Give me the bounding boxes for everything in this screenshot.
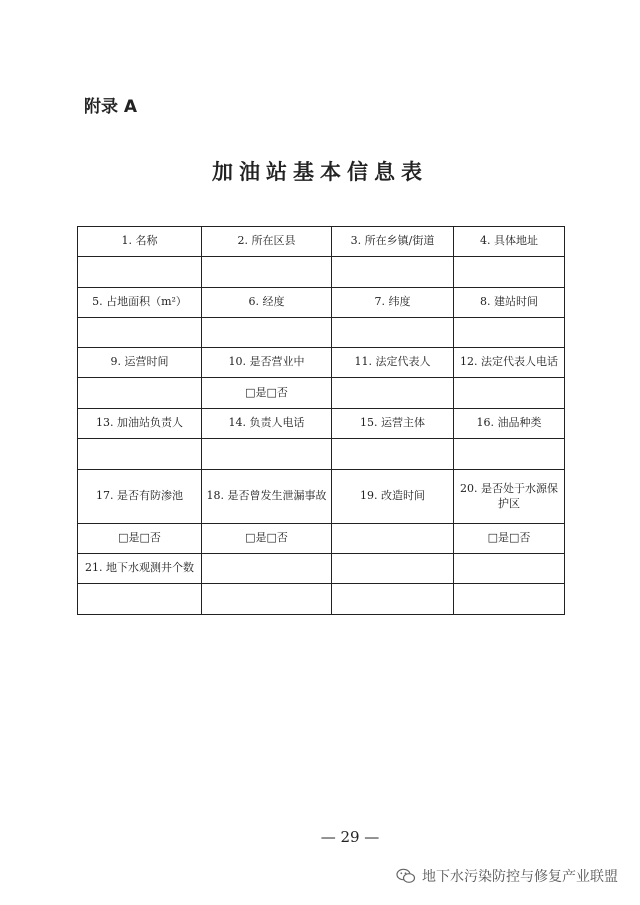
cell-empty[interactable] bbox=[202, 257, 332, 288]
cell-empty[interactable] bbox=[332, 378, 454, 409]
cell-empty[interactable] bbox=[78, 378, 202, 409]
cell-empty[interactable] bbox=[78, 257, 202, 288]
wechat-icon bbox=[396, 868, 416, 884]
watermark bbox=[396, 866, 618, 886]
table-row bbox=[78, 348, 565, 378]
cell-empty[interactable] bbox=[332, 524, 454, 554]
cell-empty[interactable] bbox=[78, 439, 202, 470]
cell-operating-time-label: 9. 运营时间 bbox=[78, 348, 202, 378]
table-row bbox=[78, 584, 565, 615]
cell-operator-label: 15. 运营主体 bbox=[332, 409, 454, 439]
cell-empty[interactable] bbox=[454, 257, 565, 288]
cell-town-label: 3. 所在乡镇/街道 bbox=[332, 227, 454, 257]
cell-yes-no-checkbox[interactable]: □是□否 bbox=[202, 524, 332, 554]
cell-empty[interactable] bbox=[202, 584, 332, 615]
table-row bbox=[78, 524, 565, 554]
table-row bbox=[78, 554, 565, 584]
cell-district-label: 2. 所在区县 bbox=[202, 227, 332, 257]
cell-empty[interactable] bbox=[332, 554, 454, 584]
cell-empty[interactable] bbox=[454, 554, 565, 584]
cell-empty[interactable] bbox=[78, 584, 202, 615]
cell-empty[interactable] bbox=[202, 318, 332, 348]
appendix-label: 附录 A bbox=[84, 97, 138, 117]
watermark-text: 地下水污染防控与修复产业联盟 bbox=[422, 869, 618, 885]
table-row bbox=[78, 470, 565, 524]
cell-empty[interactable] bbox=[332, 584, 454, 615]
cell-longitude-label: 6. 经度 bbox=[202, 288, 332, 318]
cell-yes-no-checkbox[interactable]: □是□否 bbox=[78, 524, 202, 554]
cell-area-label: 5. 占地面积（m²） bbox=[78, 288, 202, 318]
page-number: — 29 — bbox=[320, 828, 380, 846]
table-row bbox=[78, 439, 565, 470]
info-table bbox=[77, 226, 565, 615]
cell-monitoring-wells-label: 21. 地下水观测井个数 bbox=[78, 554, 202, 584]
table-row bbox=[78, 318, 565, 348]
cell-empty[interactable] bbox=[202, 554, 332, 584]
cell-renovation-time-label: 19. 改造时间 bbox=[332, 470, 454, 524]
cell-seepage-pool-label: 17. 是否有防渗池 bbox=[78, 470, 202, 524]
table-row bbox=[78, 378, 565, 409]
cell-latitude-label: 7. 纬度 bbox=[332, 288, 454, 318]
cell-manager-phone-label: 14. 负责人电话 bbox=[202, 409, 332, 439]
cell-empty[interactable] bbox=[202, 439, 332, 470]
cell-name-label: 1. 名称 bbox=[78, 227, 202, 257]
table-row bbox=[78, 257, 565, 288]
table-row bbox=[78, 227, 565, 257]
cell-empty[interactable] bbox=[332, 439, 454, 470]
cell-manager-label: 13. 加油站负责人 bbox=[78, 409, 202, 439]
cell-address-label: 4. 具体地址 bbox=[454, 227, 565, 257]
cell-in-business-label: 10. 是否营业中 bbox=[202, 348, 332, 378]
cell-empty[interactable] bbox=[454, 584, 565, 615]
cell-empty[interactable] bbox=[454, 318, 565, 348]
cell-water-protection-label: 20. 是否处于水源保护区 bbox=[454, 470, 565, 524]
cell-yes-no-checkbox[interactable]: □是□否 bbox=[454, 524, 565, 554]
cell-empty[interactable] bbox=[454, 439, 565, 470]
table-row bbox=[78, 288, 565, 318]
cell-empty[interactable] bbox=[332, 257, 454, 288]
cell-empty[interactable] bbox=[78, 318, 202, 348]
cell-empty[interactable] bbox=[454, 378, 565, 409]
cell-legal-rep-label: 11. 法定代表人 bbox=[332, 348, 454, 378]
page-title: 加油站基本信息表 bbox=[212, 160, 428, 184]
cell-leak-incident-label: 18. 是否曾发生泄漏事故 bbox=[202, 470, 332, 524]
cell-oil-type-label: 16. 油品种类 bbox=[454, 409, 565, 439]
cell-build-time-label: 8. 建站时间 bbox=[454, 288, 565, 318]
cell-legal-rep-phone-label: 12. 法定代表人电话 bbox=[454, 348, 565, 378]
cell-empty[interactable] bbox=[332, 318, 454, 348]
table-row bbox=[78, 409, 565, 439]
cell-yes-no-checkbox[interactable]: □是□否 bbox=[202, 378, 332, 409]
